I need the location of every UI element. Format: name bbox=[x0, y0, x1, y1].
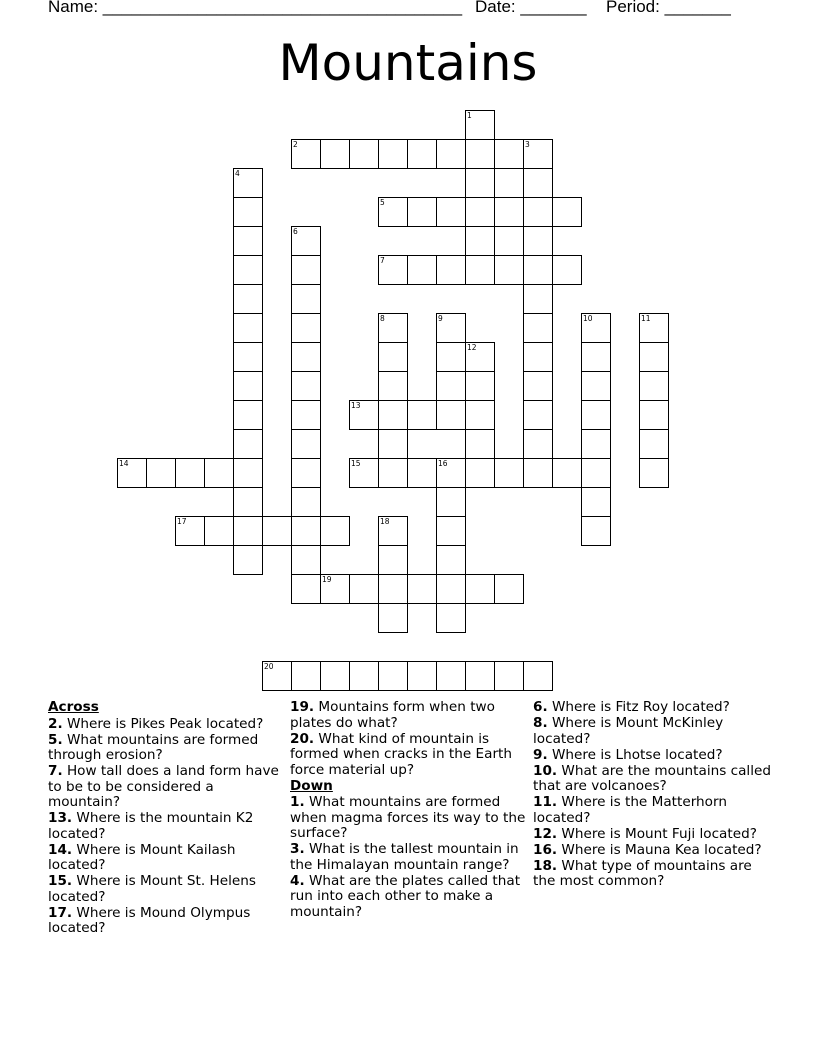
grid-cell[interactable] bbox=[465, 400, 495, 430]
grid-cell[interactable] bbox=[465, 139, 495, 169]
grid-cell[interactable] bbox=[494, 661, 524, 691]
grid-cell[interactable] bbox=[320, 516, 350, 546]
across-heading: Across bbox=[48, 699, 99, 715]
grid-cell[interactable] bbox=[175, 516, 205, 546]
grid-cell[interactable] bbox=[436, 342, 466, 372]
grid-cell[interactable] bbox=[581, 371, 611, 401]
grid-cell[interactable] bbox=[436, 516, 466, 546]
grid-cell[interactable] bbox=[291, 516, 321, 546]
grid-cell[interactable] bbox=[378, 574, 408, 604]
clue-down-1: 1. What mountains are formed when magma forces its way to the surface? bbox=[290, 794, 526, 841]
clue-number: 4 bbox=[235, 169, 240, 178]
grid-cell[interactable] bbox=[465, 168, 495, 198]
grid-cell[interactable] bbox=[291, 400, 321, 430]
grid-cell[interactable] bbox=[436, 197, 466, 227]
grid-cell[interactable] bbox=[436, 255, 466, 285]
grid-cell[interactable] bbox=[494, 139, 524, 169]
grid-cell[interactable] bbox=[291, 458, 321, 488]
down-heading: Down bbox=[290, 777, 333, 794]
grid-cell[interactable] bbox=[465, 197, 495, 227]
grid-cell[interactable] bbox=[291, 139, 321, 169]
grid-cell[interactable] bbox=[291, 226, 321, 256]
clue-down-6: 6. Where is Fitz Roy located? bbox=[533, 699, 730, 715]
grid-cell[interactable] bbox=[378, 545, 408, 575]
clue-number: 5 bbox=[380, 198, 385, 207]
grid-cell[interactable] bbox=[378, 255, 408, 285]
clue-down-8: 8. Where is Mount McKinley located? bbox=[533, 715, 724, 747]
clue-number: 8 bbox=[380, 314, 385, 323]
grid-cell[interactable] bbox=[465, 110, 495, 140]
grid-cell[interactable] bbox=[581, 487, 611, 517]
grid-cell[interactable] bbox=[378, 139, 408, 169]
clue-number: 12 bbox=[467, 343, 477, 352]
grid-cell[interactable] bbox=[523, 313, 553, 343]
grid-cell[interactable] bbox=[262, 661, 292, 691]
grid-cell[interactable] bbox=[465, 255, 495, 285]
clue-across-14: 14. Where is Mount Kailash located? bbox=[48, 841, 236, 873]
clue-number: 6 bbox=[293, 227, 298, 236]
grid-cell[interactable] bbox=[349, 458, 379, 488]
grid-cell[interactable] bbox=[436, 603, 466, 633]
clue-across-19: 19. Mountains form when two plates do what? bbox=[290, 699, 495, 731]
grid-cell[interactable] bbox=[494, 197, 524, 227]
grid-cell[interactable] bbox=[320, 139, 350, 169]
grid-cell[interactable] bbox=[523, 197, 553, 227]
date-field: Date: _______ bbox=[475, 0, 587, 16]
grid-cell[interactable] bbox=[378, 516, 408, 546]
grid-cell[interactable] bbox=[552, 197, 582, 227]
grid-cell[interactable] bbox=[233, 516, 263, 546]
grid-cell[interactable] bbox=[291, 429, 321, 459]
clue-number: 2 bbox=[293, 140, 298, 149]
grid-cell[interactable] bbox=[233, 545, 263, 575]
grid-cell[interactable] bbox=[581, 400, 611, 430]
grid-cell[interactable] bbox=[233, 400, 263, 430]
clue-number: 11 bbox=[641, 314, 651, 323]
clue-down-16: 16. Where is Mauna Kea located? bbox=[533, 841, 762, 858]
grid-cell[interactable] bbox=[523, 284, 553, 314]
clue-number: 13 bbox=[351, 401, 361, 410]
grid-cell[interactable] bbox=[581, 313, 611, 343]
grid-cell[interactable] bbox=[523, 458, 553, 488]
grid-cell[interactable] bbox=[233, 197, 263, 227]
clue-down-9: 9. Where is Lhotse located? bbox=[533, 746, 723, 763]
grid-cell[interactable] bbox=[349, 139, 379, 169]
clue-number: 9 bbox=[438, 314, 443, 323]
grid-cell[interactable] bbox=[436, 400, 466, 430]
grid-cell[interactable] bbox=[436, 545, 466, 575]
grid-cell[interactable] bbox=[436, 487, 466, 517]
clue-number: 1 bbox=[467, 111, 472, 120]
clue-across-17: 17. Where is Mound Olympus located? bbox=[48, 904, 251, 936]
grid-cell[interactable] bbox=[407, 255, 437, 285]
grid-cell[interactable] bbox=[407, 139, 437, 169]
clue-down-4: 4. What are the plates called that run into each other to make a mountain? bbox=[290, 872, 521, 920]
grid-cell[interactable] bbox=[523, 661, 553, 691]
clue-number: 7 bbox=[380, 256, 385, 265]
grid-cell[interactable] bbox=[407, 574, 437, 604]
grid-cell[interactable] bbox=[523, 168, 553, 198]
grid-cell[interactable] bbox=[378, 458, 408, 488]
period-field: Period: _______ bbox=[606, 0, 731, 16]
clue-number: 15 bbox=[351, 459, 361, 468]
grid-cell[interactable] bbox=[552, 255, 582, 285]
grid-cell[interactable] bbox=[233, 168, 263, 198]
grid-cell[interactable] bbox=[291, 661, 321, 691]
grid-cell[interactable] bbox=[581, 516, 611, 546]
grid-cell[interactable] bbox=[436, 313, 466, 343]
grid-cell[interactable] bbox=[465, 574, 495, 604]
grid-cell[interactable] bbox=[407, 661, 437, 691]
grid-cell[interactable] bbox=[639, 400, 669, 430]
grid-cell[interactable] bbox=[291, 313, 321, 343]
grid-cell[interactable] bbox=[233, 342, 263, 372]
page-title: Mountains bbox=[278, 34, 538, 92]
grid-cell[interactable] bbox=[233, 487, 263, 517]
grid-cell[interactable] bbox=[378, 371, 408, 401]
clue-number: 19 bbox=[322, 575, 332, 584]
grid-cell[interactable] bbox=[523, 400, 553, 430]
clue-down-11: 11. Where is the Matterhorn located? bbox=[533, 794, 727, 826]
grid-cell[interactable] bbox=[204, 516, 234, 546]
grid-cell[interactable] bbox=[349, 574, 379, 604]
grid-cell[interactable] bbox=[523, 342, 553, 372]
grid-cell[interactable] bbox=[465, 429, 495, 459]
clue-across-15: 15. Where is Mount St. Helens located? bbox=[48, 873, 256, 905]
grid-cell[interactable] bbox=[291, 487, 321, 517]
grid-cell[interactable] bbox=[233, 284, 263, 314]
grid-cell[interactable] bbox=[291, 371, 321, 401]
grid-cell[interactable] bbox=[639, 458, 669, 488]
grid-cell[interactable] bbox=[523, 429, 553, 459]
grid-cell[interactable] bbox=[494, 255, 524, 285]
grid-cell[interactable] bbox=[523, 255, 553, 285]
clue-number: 20 bbox=[264, 662, 274, 671]
grid-cell[interactable] bbox=[465, 371, 495, 401]
grid-cell[interactable] bbox=[552, 458, 582, 488]
grid-cell[interactable] bbox=[262, 516, 292, 546]
grid-cell[interactable] bbox=[233, 226, 263, 256]
grid-cell[interactable] bbox=[175, 458, 205, 488]
grid-cell[interactable] bbox=[378, 400, 408, 430]
grid-cell[interactable] bbox=[233, 255, 263, 285]
clue-across-20: 20. What kind of mountain is formed when cracks in the Earth force material up? bbox=[290, 730, 512, 778]
grid-cell[interactable] bbox=[291, 545, 321, 575]
grid-cell[interactable] bbox=[378, 313, 408, 343]
grid-cell[interactable] bbox=[349, 400, 379, 430]
grid-cell[interactable] bbox=[146, 458, 176, 488]
grid-cell[interactable] bbox=[378, 197, 408, 227]
name-field: Name: ______________________________________ bbox=[48, 0, 463, 16]
clue-number: 10 bbox=[583, 314, 593, 323]
clues-column-2 bbox=[290, 700, 530, 921]
grid-cell[interactable] bbox=[117, 458, 147, 488]
grid-cell[interactable] bbox=[233, 313, 263, 343]
grid-cell[interactable] bbox=[349, 661, 379, 691]
grid-cell[interactable] bbox=[407, 197, 437, 227]
grid-cell[interactable] bbox=[639, 342, 669, 372]
clue-across-2: 2. Where is Pikes Peak located? bbox=[48, 715, 264, 732]
grid-cell[interactable] bbox=[291, 284, 321, 314]
grid-cell[interactable] bbox=[465, 342, 495, 372]
clue-number: 18 bbox=[380, 517, 390, 526]
grid-cell[interactable] bbox=[378, 603, 408, 633]
grid-cell[interactable] bbox=[233, 458, 263, 488]
grid-cell[interactable] bbox=[523, 371, 553, 401]
clue-down-18: 18. What type of mountains are the most common? bbox=[533, 857, 752, 889]
grid-cell[interactable] bbox=[523, 139, 553, 169]
grid-cell[interactable] bbox=[291, 255, 321, 285]
grid-cell[interactable] bbox=[378, 661, 408, 691]
clue-down-10: 10. What are the mountains called that are volcanoes? bbox=[533, 762, 771, 794]
grid-cell[interactable] bbox=[436, 661, 466, 691]
grid-cell[interactable] bbox=[494, 574, 524, 604]
grid-cell[interactable] bbox=[639, 371, 669, 401]
grid-cell[interactable] bbox=[233, 429, 263, 459]
grid-cell[interactable] bbox=[639, 429, 669, 459]
grid-cell[interactable] bbox=[523, 226, 553, 256]
clue-number: 14 bbox=[119, 459, 129, 468]
clue-across-13: 13. Where is the mountain K2 located? bbox=[48, 810, 254, 842]
clue-across-7: 7. How tall does a land form have to be to be considered a mountain? bbox=[48, 763, 279, 810]
grid-cell[interactable] bbox=[291, 342, 321, 372]
grid-cell[interactable] bbox=[378, 429, 408, 459]
grid-cell[interactable] bbox=[436, 371, 466, 401]
clue-down-12: 12. Where is Mount Fuji located? bbox=[533, 825, 757, 842]
grid-cell[interactable] bbox=[320, 574, 350, 604]
grid-cell[interactable] bbox=[378, 342, 408, 372]
grid-cell[interactable] bbox=[436, 458, 466, 488]
grid-cell[interactable] bbox=[233, 371, 263, 401]
clues-column-3 bbox=[533, 700, 778, 890]
grid-cell[interactable] bbox=[581, 429, 611, 459]
clue-down-3: 3. What is the tallest mountain in the Himalayan mountain range? bbox=[290, 841, 519, 873]
grid-cell[interactable] bbox=[407, 400, 437, 430]
clues-column-1 bbox=[48, 700, 288, 937]
grid-cell[interactable] bbox=[581, 458, 611, 488]
grid-cell[interactable] bbox=[639, 313, 669, 343]
clue-number: 17 bbox=[177, 517, 187, 526]
grid-cell[interactable] bbox=[407, 458, 437, 488]
grid-cell[interactable] bbox=[204, 458, 234, 488]
clue-across-5: 5. What mountains are formed through erosion? bbox=[48, 731, 259, 763]
grid-cell[interactable] bbox=[581, 342, 611, 372]
grid-cell[interactable] bbox=[436, 574, 466, 604]
grid-cell[interactable] bbox=[320, 661, 350, 691]
grid-cell[interactable] bbox=[465, 226, 495, 256]
grid-cell[interactable] bbox=[465, 458, 495, 488]
grid-cell[interactable] bbox=[465, 661, 495, 691]
grid-cell[interactable] bbox=[291, 574, 321, 604]
grid-cell[interactable] bbox=[436, 139, 466, 169]
clue-number: 3 bbox=[525, 140, 530, 149]
grid-cell[interactable] bbox=[494, 458, 524, 488]
clue-number: 16 bbox=[438, 459, 448, 468]
